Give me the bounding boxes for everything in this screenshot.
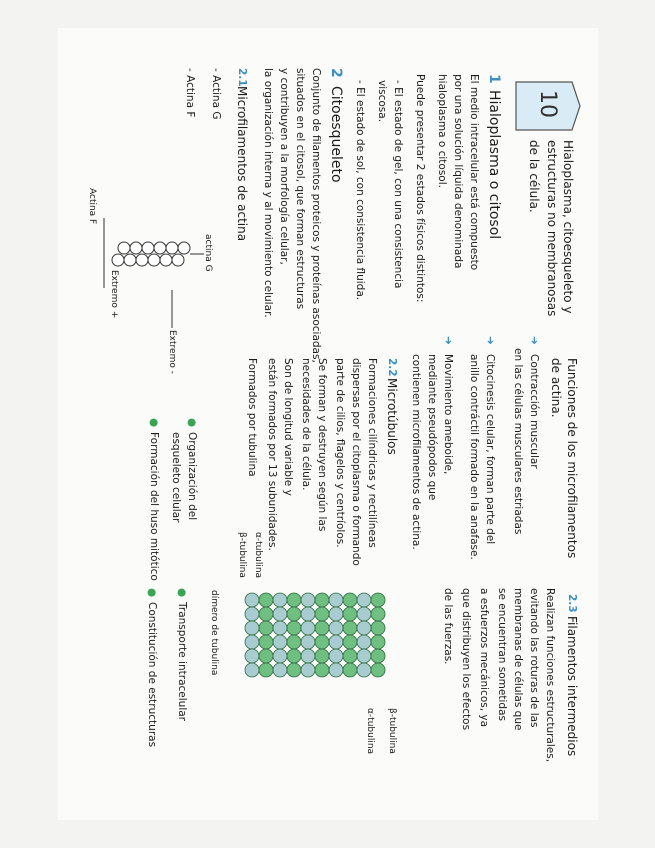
actin-f-item: - Actina F — [184, 68, 196, 118]
section-23-title: Filamentos intermedios — [565, 616, 579, 757]
intermediate-line: membranas de células que — [512, 588, 524, 731]
section-1-line: Puede presentar 2 estados físicos distintos: — [414, 74, 426, 303]
microtubule-line: necesidades de la célula. — [300, 358, 312, 491]
actin-function-item: mediante pseudópodos que — [426, 354, 438, 501]
actin-g-item: - Actina G — [210, 68, 222, 120]
actin-f-label: Actina F — [87, 188, 97, 225]
section-2-number: 2 — [328, 68, 344, 78]
intermediate-line: se encuentran sometidas — [496, 588, 508, 721]
section-1-number: 1 — [486, 74, 502, 84]
section-2-line: situados en el citosol, que forman estructuras — [294, 68, 306, 310]
microtubule-line: parte de cilios, flagelos y centríolos. — [334, 358, 346, 548]
alpha-tubulin-label: α-tubulina — [365, 708, 375, 755]
intermediate-line: a esfuerzos mecánicos, ya — [478, 588, 490, 728]
microtubule-function: Constitución de estructuras — [146, 602, 158, 748]
section-2-title: Citoesqueleto — [328, 86, 344, 183]
beta-tubulin: β-tubulina — [237, 532, 247, 578]
actin-function-item: Movimiento ameboide, — [442, 354, 454, 475]
section-1-line: - El estado de sol, con consistencia fluida. — [354, 80, 366, 301]
section-1-line: por una solución líquida denominada — [452, 74, 464, 269]
microtubule-function: Transporte intracelular — [176, 602, 188, 721]
end-minus-label: Extremo - — [167, 330, 177, 374]
intermediate-line: de las fuerzas. — [442, 588, 454, 665]
bullet-icon: ● — [146, 588, 158, 598]
actin-function-item: anillo contráctil formado en la anafase. — [468, 354, 480, 560]
intermediate-line: Realizan funciones estructurales, — [544, 588, 556, 763]
microtubule-diagram — [228, 588, 398, 698]
bullet-icon: ● — [148, 418, 160, 428]
arrow-icon: ➜ — [484, 336, 496, 345]
section-22-number: 2.2 — [386, 358, 398, 377]
title-line-1: Hialoplasma, citoesqueleto y — [561, 140, 575, 314]
intermediate-line: evitando las roturas de las — [528, 588, 540, 728]
section-2-line: y contribuyen a la morfología celular, — [278, 68, 290, 265]
alpha-tubulin: α-tubulina — [253, 532, 263, 579]
section-1-line: El medio intracelular está compuesto — [468, 74, 480, 271]
actin-function-item: Contracción muscular — [528, 354, 540, 469]
section-22-title: Microtúbulos — [385, 378, 399, 455]
badge-number: 10 — [535, 90, 560, 118]
arrow-icon: ➜ — [442, 336, 454, 345]
microtubule-function: Organización del — [186, 432, 198, 521]
actin-g-label: actina G — [203, 234, 213, 272]
microtubule-line: están formados por 13 subunidades. — [266, 358, 278, 551]
intermediate-line: que distribuyen los efectos — [460, 588, 472, 731]
section-2-line: Conjunto de filamentos proteicos y proteínas asociadas, — [310, 68, 322, 363]
section-1-line: hialoplasma o citosol. — [436, 74, 448, 188]
section-21-title: Microfilamentos de actina — [235, 86, 249, 242]
section-1-line: - El estado de gel, con una consistencia — [392, 80, 404, 289]
section-2-line: la organización interna y al movimiento celular. — [262, 68, 274, 318]
microtubule-function: esqueleto celular — [170, 432, 182, 523]
end-plus-label: Extremo + — [109, 270, 119, 319]
microtubule-line: Formados por tubulina — [246, 358, 258, 477]
section-23-number: 2.3 — [566, 594, 578, 613]
actin-functions-title-2: de actina. — [549, 358, 563, 418]
actin-functions-title: Funciones de los microfilamentos — [565, 358, 579, 559]
bullet-icon: ● — [186, 418, 198, 428]
actin-function-item: en las células musculares estriadas — [512, 348, 524, 535]
title-line-2: estructuras no membranosas — [545, 140, 559, 317]
section-1-line: viscosa. — [376, 80, 388, 123]
arrow-icon: ➜ — [528, 336, 540, 345]
bullet-icon: ● — [176, 588, 188, 598]
microtubule-function: Formación del huso mitótico — [148, 432, 160, 581]
microtubule-line: dispersas por el citoplasma o formando — [350, 358, 362, 566]
title-line-3: de la célula. — [527, 140, 541, 213]
beta-tubulin-label: β-tubulina — [387, 708, 397, 754]
section-1-title: Hialoplasma o citosol — [486, 90, 502, 240]
microtubule-line: Son de longitud variable y — [282, 358, 294, 496]
microtubule-line: Se forman y destruyen según las — [316, 358, 328, 532]
rotated-notes — [58, 28, 598, 820]
microtubule-line: Formaciones cilíndricas y rectilíneas — [366, 358, 378, 548]
actin-function-item: contienen microfilamentos de actina. — [410, 354, 422, 550]
actin-function-item: Citocinesis celular, forman parte del — [484, 354, 496, 545]
tubulin-dimer-label: dímero de tubulina — [209, 590, 219, 676]
section-21-number: 2.1 — [236, 68, 248, 87]
